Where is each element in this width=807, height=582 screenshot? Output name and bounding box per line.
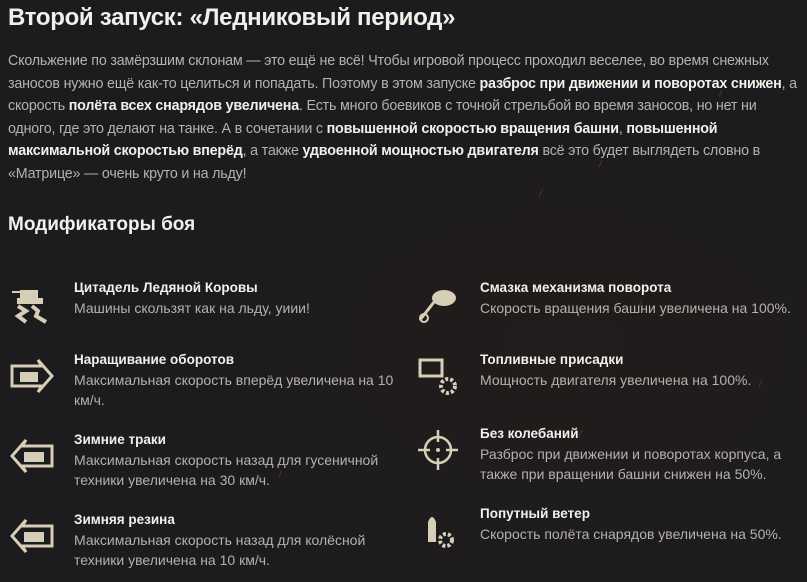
modifier-title: Цитадель Ледяной Коровы: [74, 280, 258, 295]
modifier-description: Мощность двигателя увеличена на 100%.: [480, 372, 752, 388]
intro-text: , а также: [242, 143, 303, 159]
modifier-item: [414, 278, 802, 328]
shell-gear-icon: [414, 506, 462, 554]
modifier-title: Попутный ветер: [480, 506, 590, 521]
crosshair-icon: [414, 426, 462, 474]
modifier-description: Максимальная скорость назад для колёсной техники увеличена на 10 км/ч.: [74, 532, 366, 568]
modifier-description: Машины скользят как на льду, уиии!: [74, 300, 310, 316]
modifier-item: [8, 278, 400, 328]
intro-text: всё это будет выглядеть словно в «Матрице» — очень круто и на льду!: [8, 143, 760, 182]
intro-paragraph: [8, 50, 798, 185]
modifiers-heading: Модификаторы боя: [8, 214, 196, 235]
intro-highlight: удвоенной мощностью двигателя: [302, 143, 539, 159]
modifier-title: Смазка механизма поворота: [480, 280, 672, 295]
modifier-item: [8, 510, 400, 570]
modifier-title: Топливные присадки: [480, 352, 624, 367]
intro-text: Скольжение по замёрзшим склонам — это ещё не всё! Чтобы игровой процесс проходил веселее, во время снежных заносов нужно ещё как-то целиться и попадать. Поэтому в этом запуске: [8, 53, 769, 92]
intro-highlight: повышенной максимальной скоростью вперёд: [8, 120, 718, 159]
modifier-item: [8, 350, 400, 410]
modifier-item: [414, 350, 802, 400]
modifier-title: Зимняя резина: [74, 512, 175, 527]
reverse-speed-icon: [8, 432, 56, 480]
modifier-description: Скорость полёта снарядов увеличена на 50%.: [480, 526, 782, 542]
modifier-title: Зимние траки: [74, 432, 166, 447]
forward-speed-icon: [8, 352, 56, 400]
modifier-title: Без колебаний: [480, 426, 579, 441]
modifier-title: Наращивание оборотов: [74, 352, 235, 367]
modifier-item: [8, 430, 400, 490]
intro-highlight: разброс при движении и поворотах снижен: [479, 75, 782, 92]
intro-highlight: повышенной скоростью вращения башни: [326, 120, 619, 137]
reverse-speed-icon: [8, 512, 56, 560]
intro-highlight: полёта всех снарядов увеличена: [68, 98, 299, 114]
modifier-item: [414, 504, 802, 554]
intro-text: , а скорость: [8, 75, 797, 114]
modifier-description: Скорость вращения башни увеличена на 100%.: [480, 300, 791, 316]
intro-text: . Есть много боевиков с точной стрельбой во время заносов, но нет ни одного, где это делают на танке. А в сочетании с: [8, 98, 757, 137]
engine-gear-icon: [414, 352, 462, 400]
page-title: Второй запуск: «Ледниковый период»: [8, 4, 456, 31]
modifier-description: Разброс при движении и поворотах корпуса, а также при вращении башни снижен на 50%.: [480, 446, 782, 482]
sliding-tank-icon: [8, 280, 56, 328]
intro-text: ,: [618, 120, 627, 137]
modifier-description: Максимальная скорость назад для гусеничной техники увеличена на 30 км/ч.: [74, 452, 379, 488]
turret-rotation-icon: [414, 280, 462, 328]
modifier-item: [414, 424, 802, 484]
modifier-description: Максимальная скорость вперёд увеличена на 10 км/ч.: [74, 372, 394, 408]
